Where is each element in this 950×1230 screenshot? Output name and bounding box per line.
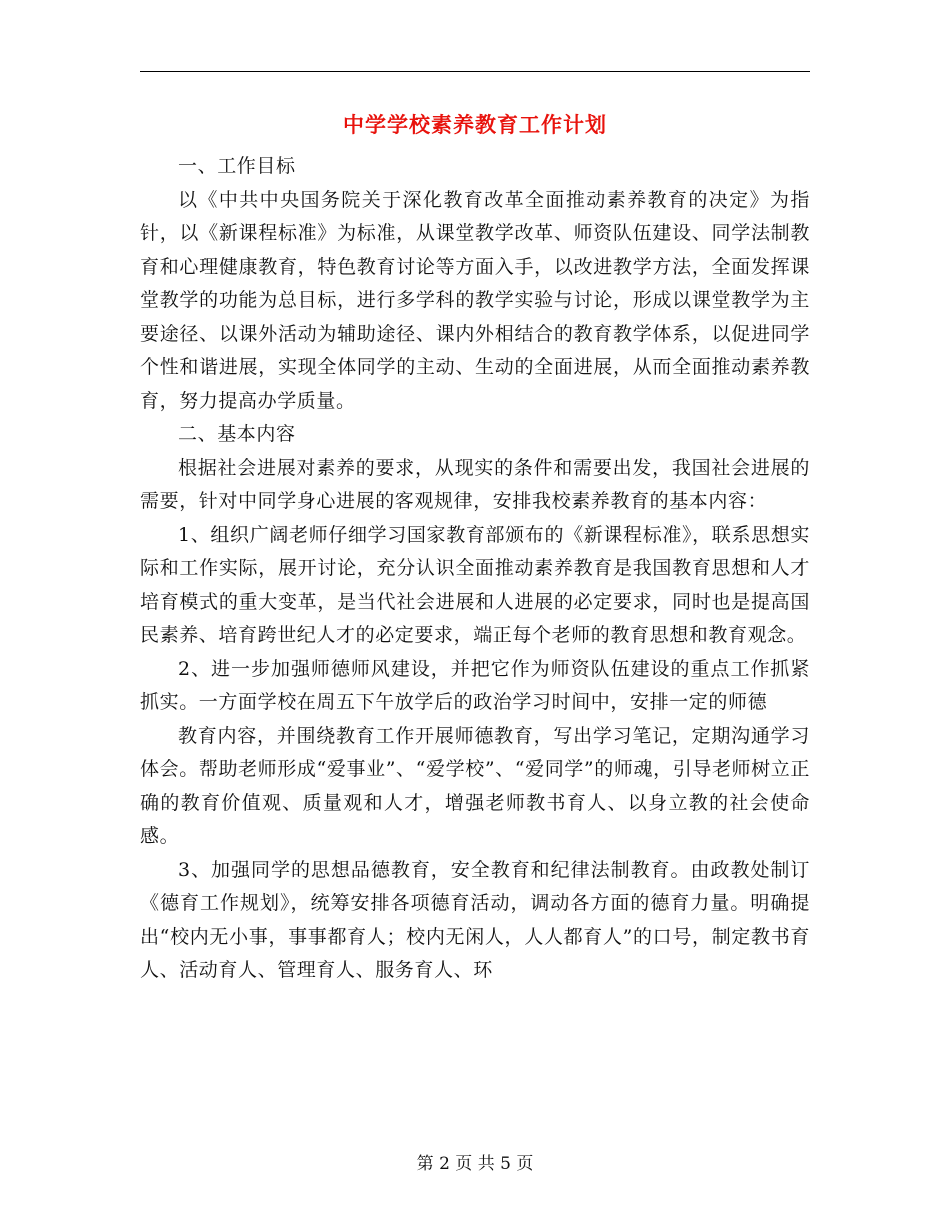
page-number: 第 2 页 共 5 页 — [416, 1154, 534, 1174]
header-rule — [140, 71, 810, 72]
paragraph: 根据社会进展对素养的要求，从现实的条件和需要出发，我国社会进展的需要，针对中同学身心进展的客观规律，安排我校素养教育的基本内容： — [140, 456, 810, 512]
paragraph: 教育内容，并围绕教育工作开展师德教育，写出学习笔记，定期沟通学习体会。帮助老师形成“爱事业”、“爱学校”、“爱同学”的师魂，引导老师树立正确的教育价值观、质量观和人才，增强老师教书育人、以身立教的社会使命感。 — [140, 724, 810, 847]
section-heading-content: 二、基本内容 — [178, 423, 296, 445]
paragraph: 1、组织广阔老师仔细学习国家教育部颁布的《新课程标准》，联系思想实际和工作实际，展开讨论，充分认识全面推动素养教育是我国教育思想和人才培育模式的重大变革，是当代社会进展和人进展的必定要求，同时也是提高国民素养、培育跨世纪人才的必定要求，端正每个老师的教育思想和教育观念。 — [140, 523, 810, 646]
paragraph: 2、进一步加强师德师风建设，并把它作为师资队伍建设的重点工作抓紧抓实。一方面学校在周五下午放学后的政治学习时间中，安排一定的师德 — [140, 657, 810, 713]
document-title: 中学学校素养教育工作计划 — [343, 112, 607, 137]
paragraph: 3、加强同学的思想品德教育，安全教育和纪律法制教育。由政教处制订《德育工作规划》，统筹安排各项德育活动，调动各方面的德育力量。明确提出“校内无小事，事事都育人；校内无闲人，人人都育人”的口号，制定教书育人、活动育人、管理育人、服务育人、环 — [140, 858, 810, 981]
section-heading-goals: 一、工作目标 — [178, 155, 296, 177]
paragraph: 以《中共中央国务院关于深化教育改革全面推动素养教育的决定》为指针，以《新课程标准》为标准，从课堂教学改革、师资队伍建设、同学法制教育和心理健康教育，特色教育讨论等方面入手，以改进教学方法，全面发挥课堂教学的功能为总目标，进行多学科的教学实验与讨论，形成以课堂教学为主要途径、以课外活动为辅助途径、课内外相结合的教育教学体系，以促进同学个性和谐进展，实现全体同学的主动、生动的全面进展，从而全面推动素养教育，努力提高办学质量。 — [140, 188, 810, 412]
document-body — [140, 150, 810, 988]
